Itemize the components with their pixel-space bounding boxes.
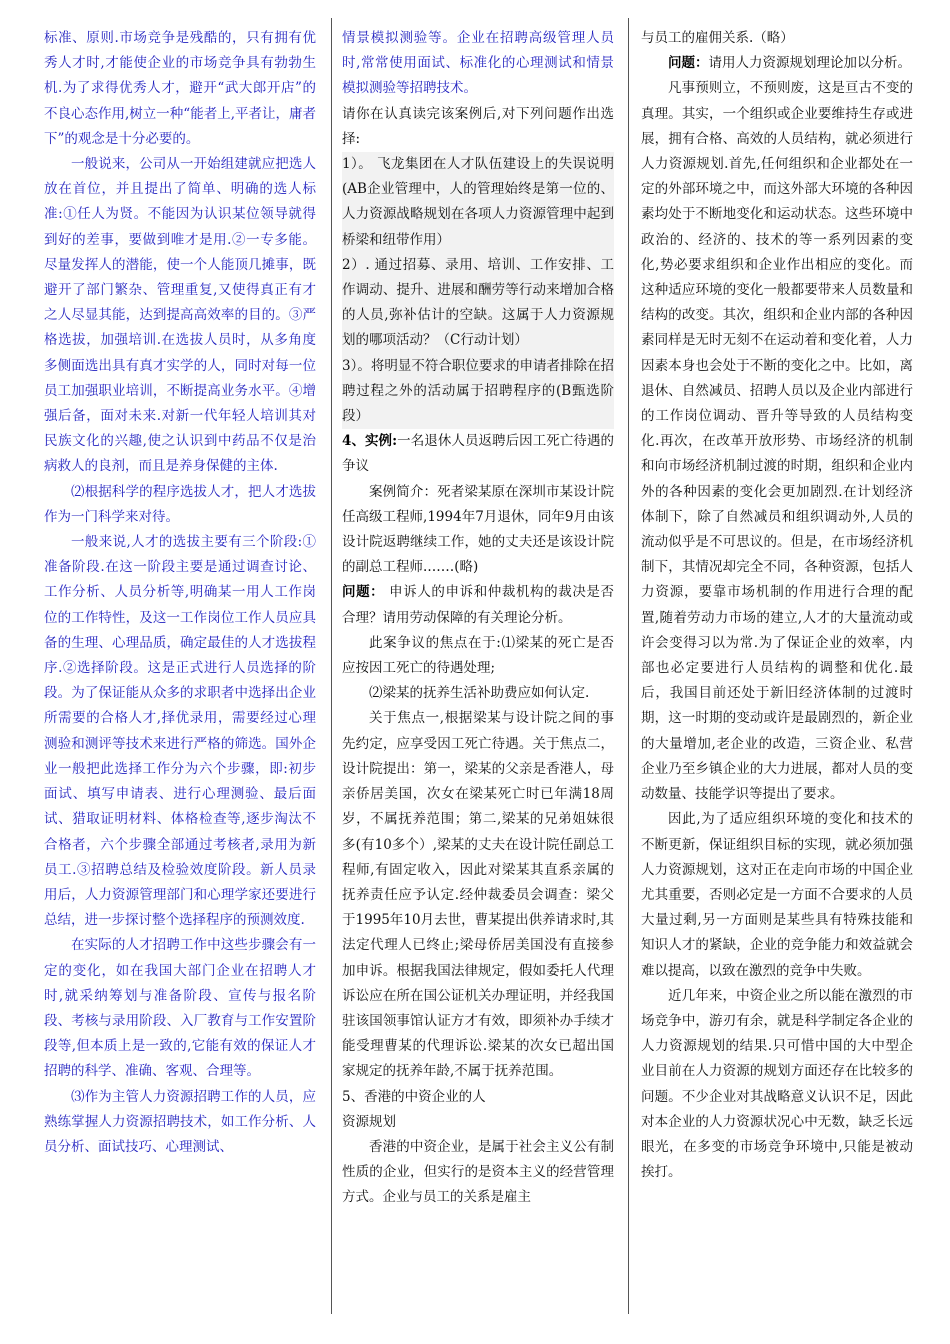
question-1: 1）。 飞龙集团在人才队伍建设上的失误说明(AB企业管理中，人的管理始终是第一位的、人力资源战略规划在各项人力资源管理中起到桥梁和纽带作用） bbox=[342, 152, 614, 253]
paragraph: 请你在认真读完该案例后,对下列问题作出选择: bbox=[342, 105, 614, 147]
question-text: 请用人力资源规划理论加以分析。 bbox=[708, 55, 911, 72]
paragraph: 一般来说,人才的选拔主要有三个阶段:①准备阶段.在这一阶段主要是通过调查讨论、工作分析、人员分析等,明确某一用人工作岗位的工作特性，及这一工作岗位工作人员应具备的生理、心理品质，确定最佳的人才选拔程序.②选择阶段。这是正式进行人员选择的阶段。为了保证能从众多的求职者中选择出企业所需要的合格人才,择优录用，需要经过心理测验和测评等技术来进行严格的筛选。国外企业一般把此选择工作分为六个步骤，即:初步面试、填写申请表、进行心理测验、最后面试、猎取证明材料、体格检查等,逐步淘汰不合格者，六个步骤全部通过考核者,录用为新员工.③招聘总结及检验效度阶段。新人员录用后，人力资源管理部门和心理学家还要进行总结，进一步探讨整个选择程序的预测效度. bbox=[44, 534, 316, 929]
case-title: 一名退休人员返聘后因工死亡待遇的争议 bbox=[342, 433, 614, 475]
question-line bbox=[641, 51, 913, 76]
paragraph: ⑶作为主管人力资源招聘工作的人员，应熟练掌握人力资源招聘技术，如工作分析、人员分析、面试技巧、心理测试、 bbox=[44, 1088, 316, 1155]
column-right bbox=[641, 26, 913, 1336]
case-intro: 案例简介：死者梁某原在深圳市某设计院任高级工程师,1994年7月退休，同年9月由该设计院返聘继续工作，她的丈夫还是该设计院的副总工程师.……(略) bbox=[342, 483, 614, 576]
column-left bbox=[44, 26, 316, 1336]
question-line bbox=[342, 580, 614, 630]
section-heading-cont: 资源规划 bbox=[342, 1113, 396, 1130]
paragraph: 与员工的雇佣关系.（略） bbox=[641, 30, 794, 46]
question-label: 问题： bbox=[342, 584, 385, 601]
case-heading: 4、实例: bbox=[342, 433, 398, 450]
case-heading-line bbox=[342, 429, 614, 479]
paragraph: 凡事预则立，不预则废，这是亘古不变的真理。其实，一个组织或企业要维持生存或进展，拥有合格、高效的人员结构，就必须进行人力资源规划.首先,任何组织和企业都处在一定的外部环境之中，而这外部大环境的各种因素均处于不断地变化和运动状态。这些环境中政治的、经济的、技术的等一系列因素的变化,势必要求组织和企业作出相应的变化。而这种适应环境的变化一般都要带来人员数量和结构的改变。其次，组织和企业内部的各种因素同样是无时无刻不在运动着和变化着，人力因素本身也会处于不断的变化之中。比如，离退休、自然减员、招聘人员以及企业内部进行的工作岗位调动、晋升等导致的人员结构变化.再次，在改革开放形势、市场经济的机制和向市场经济机制过渡的时期，组织和企业内外的各种因素的变化会更加剧烈.在计划经济体制下，除了自然减员和组织调动外,人员的流动似乎是不可思议的。但是，在市场经济机制下，其情况却完全不同，各种资源，包括人力资源，要靠市场机制的作用进行合理的配置,随着劳动力市场的建立,人才的大量流动或许会变得习以为常.为了保证企业的效率，内部也必定要进行人员结构的调整和优化.最后，我国目前还处于新旧经济体制的过渡时期，这一时期的变动或许是最剧烈的，新企业的大量增加,老企业的改造，三资企业、私营企业乃至乡镇企业的大力进展，都对人员的变动数量、技能学识等提出了要求。 bbox=[641, 80, 913, 803]
paragraph: 关于焦点一,根据梁某与设计院之间的事先约定，应享受因工死亡待遇。关于焦点二，设计院提出：第一，梁某的父亲是香港人，母亲侨居美国，次女在梁某死亡时已年满18周岁，不属抚养范围；第二,梁某的兄弟姐妹很多(有10多个）,梁某的丈夫在设计院任副总工程师,有固定收入，因此对梁某其直系亲属的抚养责任应予认定.经仲裁委员会调查：梁父于1995年10月去世，曹某提出供养请求时,其法定代理人已终止;梁母侨居美国没有直接参加申诉。根据我国法律规定，假如委托人代理诉讼应在所在国公证机关办理证明，并经我国驻该国领事馆认证方才有效，即须补办手续才能受理曹某的代理诉讼.梁某的次女已超出国家规定的抚养年龄,不属于抚养范围。 bbox=[342, 710, 614, 1080]
column-divider-left bbox=[331, 18, 332, 1314]
paragraph: 因此,为了适应组织环境的变化和技术的不断更新，保证组织目标的实现，就必须加强人力资源规划，这对正在走向市场的中国企业尤其重要，否则必定是一方面不合要求的人员大量过剩,另一方面则是某些具有特殊技能和知识人才的紧缺，企业的竞争能力和效益就会难以提高，以致在激烈的竞争中失败。 bbox=[641, 811, 913, 979]
paragraph: 一般说来，公司从一开始组建就应把选人放在首位，并且提出了简单、明确的选人标准:①任人为贤。不能因为认识某位领导就得到好的差事，要做到唯才是用.②一专多能。尽量发挥人的潜能，使一个人能顶几摊事，既避开了部门繁杂、管理重复,又使得真正有才之人尽显其能，达到提高高效率的目的。③严格选拔，加强培训.在选拔人员时，从多角度多侧面选出具有真才实学的人，同时对每一位员工加强职业培训，不断提高业务水平。④增强后备，面对未来.对新一代年轻人培训其对民族文化的兴趣,使之认识到中药品不仅是治病救人的良剂，而且是养身保健的主体. bbox=[44, 156, 316, 475]
question-3: 3）。将明显不符合职位要求的申请者排除在招聘过程之外的活动属于招聘程序的(B甄选阶段） bbox=[342, 354, 614, 430]
question-label: 问题： bbox=[668, 55, 709, 72]
paragraph: 近几年来，中资企业之所以能在激烈的市场竞争中，游刃有余，就是科学制定各企业的人力资源规划的结果.只可惜中国的大中型企业目前在人力资源的规划方面还存在比较多的问题。不少企业对其战略意义认识不足，因此对本企业的人力资源状况心中无数，缺乏长远眼光，在多变的市场竞争环境中,只能是被动挨打。 bbox=[641, 987, 913, 1181]
question-text: 申诉人的申诉和仲裁机构的裁决是否合理？请用劳动保障的有关理论分析。 bbox=[342, 584, 614, 626]
paragraph: ⑵根据科学的程序选拔人才，把人才选拔作为一门科学来对待。 bbox=[44, 483, 316, 525]
paragraph: 情景模拟测验等。企业在招聘高级管理人员时,常常使用面试、标准化的心理测试和情景模拟测验等招聘技术。 bbox=[342, 30, 614, 97]
paragraph: 标准、原则.市场竞争是残酷的，只有拥有优秀人才时,才能使企业的市场竞争具有勃勃生机.为了求得优秀人才，避开“武大郎开店”的不良心态作用,树立一种“能者上,平者让，庸者下”的观念是十分必要的。 bbox=[44, 30, 316, 147]
question-2: 2）. 通过招募、录用、培训、工作安排、工作调动、提升、进展和酬劳等行动来增加合格的人员,弥补估计的空缺。这属于人力资源规划的哪项活动？（C行动计划） bbox=[342, 253, 614, 354]
column-middle bbox=[342, 26, 614, 1336]
column-divider-right bbox=[628, 18, 629, 1314]
paragraph: 此案争议的焦点在于:⑴梁某的死亡是否应按因工死亡的待遇处理; bbox=[342, 634, 614, 677]
section-heading: 5、香港的中资企业的人 bbox=[342, 1088, 486, 1105]
paragraph: ⑵梁某的抚养生活补助费应如何认定. bbox=[369, 685, 590, 702]
paragraph: 香港的中资企业，是属于社会主义公有制性质的企业，但实行的是资本主义的经营管理方式。企业与员工的关系是雇主 bbox=[342, 1138, 614, 1206]
paragraph: 在实际的人才招聘工作中这些步骤会有一定的变化，如在我国大部门企业在招聘人才时,就采纳筹划与准备阶段、宣传与报名阶段、考核与录用阶段、入厂教育与工作安置阶段等,但本质上是一致的,它能有效的保证人才招聘的科学、准确、客观、合理等。 bbox=[44, 937, 316, 1080]
